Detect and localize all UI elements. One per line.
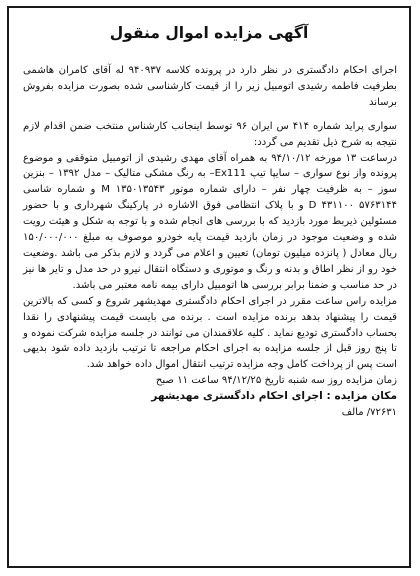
reference-number: ۷۲۶۳۱/ مالف [341,407,397,419]
auction-place-value: اجرای احکام دادگستری مهدیشهر [151,390,323,403]
intro-paragraph: اجرای احکام دادگستری در نظر دارد در پرونده کلاسه ۹۴۰۹۳۷ له آقای کامران هاشمی بطرفیت فاطمه رشیدی اتومبیل زیر را از قیمت کارشناسی شده بصورت مزایده بفروش برساند [23,65,398,108]
vehicle-paragraph: سواری پراید شماره ۴۱۴ س ایران ۹۶ توسط اینجانب کارشناس منتخب ضمن اقدام لازم نتیجه به شرح ذیل تقدیم می گردد: [23,120,397,148]
notice-frame [7,6,411,568]
notice-title: آگهی مزایده اموال منقول [109,24,309,42]
appraisal-paragraph: درساعت ۱۳ مورخه ۹۴/۱۰/۱۲ به همراه آقای مهدی رشیدی از اتومبیل متوقفی و موضوع پرونده واز نوع سواری – سایپا تیپ Ex111– به رنگ مشکی متالیک – مدل ۱۳۹۲ – بنزین سوز – به ظرفیت چهار نفر – دارای شماره موتور M ۱۳۵۰۱۳۵۴۳ و شماره شاسی ۵۷۶۳۱۴۴ D ۴۳۱۱۰۰ و با پلاک انتظامی فوق الاشاره در پارکینگ شهرداری و با حضور مسئولین ذیربط مورد بازدید که با بررسی های انجام شده و با توجه به شکل و هیئت رویت شده و وضعیت موجود در زمان بازدید قیمت پایه خودرو موصوف به مبلغ ۱۵۰/۰۰۰/۰۰۰ ریال معادل ( پانزده میلیون تومان) تعیین و اعلام می گردد و لازم بذکر می باشد .وضعیت خود رو از نظر اطاق و بدنه و رنگ و موتوری و دستگاه انتقال نیرو در حد مدل و تایر ها نیز در حد مناسب و ضمنا برابر بررسی ها اتومبیل دارای بیمه نامه معتبر می باشد. [23,152,398,291]
auction-terms-paragraph: مزایده راس ساعت مقرر در اجرای احکام دادگستری مهدیشهر شروع و کسی که بالاترین قیمت را پیشنهاد بدهد برنده مزایده است . برنده می بایست قیمت پیشنهادی را نقدا بحساب دادگستری تودیع نماید . کلیه علاقمندان می توانند در جلسه مزایده شرکت نموده و تا پنج روز قبل از جلسه مزایده به اجرای احکام مراجعه تا ترتیب بازدید داده شود بدیهی است پس از پرداخت کامل وجه مزایده ترتیب انتقال اموال داده خواهد شد. [23,295,397,371]
auction-time: زمان مزایده روز سه شنبه تاریخ ۹۴/۱۲/۲۵ ساعت ۱۱ صبح [155,375,397,387]
notice-body [23,63,397,421]
auction-place-label: مکان مزایده : [326,390,397,403]
paragraph-spacer [23,111,397,119]
auction-place [23,389,397,405]
